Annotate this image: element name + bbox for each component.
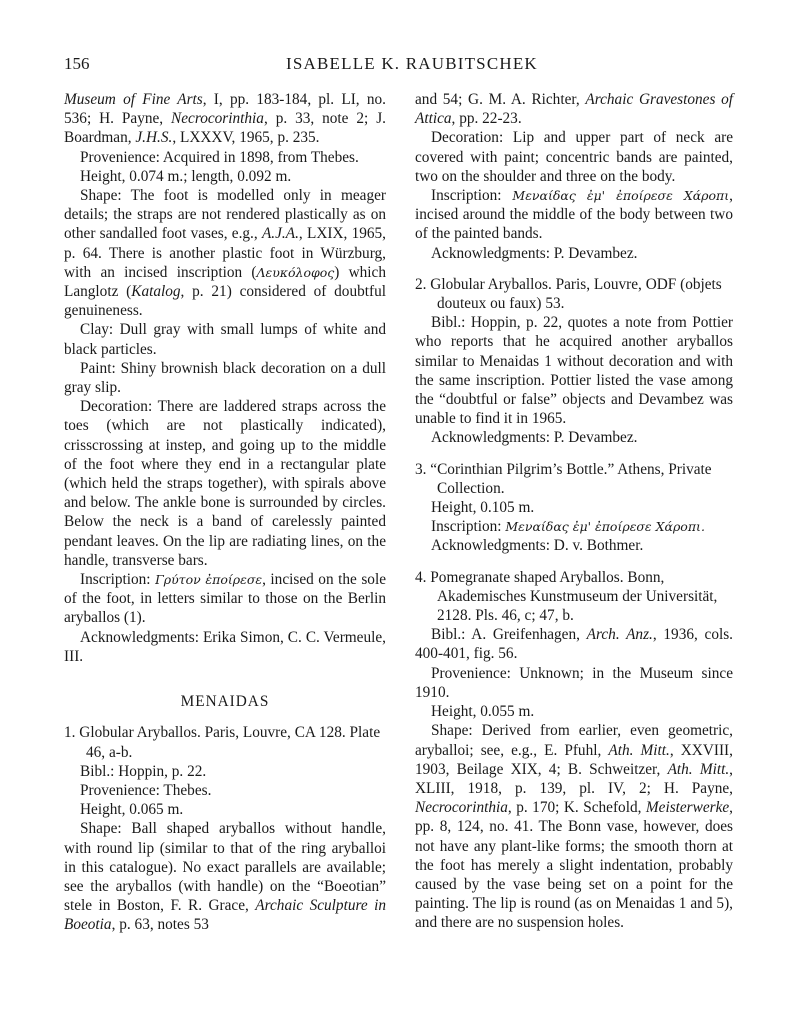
- section-heading: MENAIDAS: [180, 693, 270, 711]
- item-2-bibl: Bibl.: Hoppin, p. 22, quotes a note from Pottier who reports that he acquired another aryballos similar to Menaidas 1 without decoration and with the same inscription. Pottier listed the vase among the “doubtful or false” objects and Devambez was unable to find it in 1965.: [415, 314, 733, 428]
- decoration: Decoration: There are laddered straps across the toes (which are not plastically indicated), crisscrossing at instep, and going up to the middle of the foot where they end in a rectangular plate (which held the straps together), with spirals above and below. The ankle bone is surrounded by circles. Below the neck is a band of carelessly painted pendant leaves. On the lip are radiating lines, on the handle, transverse bars.: [64, 398, 386, 569]
- shape-paragraph: Shape: The foot is modelled only in meager details; the straps are not rendered plastically as on other sandalled foot vases, e.g., A.J.A., LXIX, 1965, p. 64. There is another plastic foot in Würzburg, with an incised inscription (Λευκόλοφος) which Langlotz (Katalog, p. 21) considered of doubtful genuineness.: [64, 187, 387, 320]
- bibliography-continuation: Museum of Fine Arts, I, pp. 183-184, pl. LI, no. 536; H. Payne, Necrocorinthia, p. 33, note 2; J. Boardman, J.H.S., LXXXV, 1965, p. 235.: [64, 91, 386, 147]
- item-4-title: 4. Pomegranate shaped Aryballos. Bonn, Akademisches Kunstmuseum der Universität, 2128. Pls. 46, c; 47, b.: [415, 568, 718, 625]
- item-1-decoration: Decoration: Lip and upper part of neck are covered with paint; concentric bands are painted, two on the shoulder and three on the body.: [415, 129, 733, 185]
- paint: Paint: Shiny brownish black decoration on a dull gray slip.: [64, 359, 386, 397]
- page-number: 156: [64, 54, 90, 73]
- item-4-height: Height, 0.055 m.: [431, 703, 535, 721]
- item-1-acknowledgments: Acknowledgments: P. Devambez.: [431, 244, 638, 262]
- item-3-height: Height, 0.105 m.: [431, 499, 535, 517]
- item-4-bibl: Bibl.: A. Greifenhagen, Arch. Anz., 1936, cols. 400-401, fig. 56.: [415, 626, 733, 663]
- item-2-title: 2. Globular Aryballos. Paris, Louvre, ODF (objets douteux ou faux) 53.: [415, 275, 722, 313]
- item-3-acknowledgments: Acknowledgments: D. v. Bothmer.: [431, 537, 644, 555]
- height: Height, 0.074 m.; length, 0.092 m.: [80, 167, 292, 185]
- provenience: Provenience: Acquired in 1898, from Thebes.: [80, 148, 359, 166]
- item-1-shape: Shape: Ball shaped aryballos without handle, with round lip (similar to that of the ring aryballoi in this catalogue). No exact parallels are available; see the aryballos (with handle) on the “Boeotian” stele in Boston, F. R. Grace, Archaic Sculpture in Boeotia, p. 63, notes 53: [64, 820, 386, 934]
- left-column: [64, 90, 386, 935]
- item-1-shape-continuation: and 54; G. M. A. Richter, Archaic Gravestones of Attica, pp. 22-23.: [415, 91, 734, 128]
- item-3-title: 3. “Corinthian Pilgrim’s Bottle.” Athens, Private Collection.: [415, 460, 712, 497]
- item-1-title: 1. Globular Aryballos. Paris, Louvre, CA 128. Plate 46, a-b.: [64, 724, 381, 761]
- acknowledgments: Acknowledgments: Erika Simon, C. C. Vermeule, III.: [64, 628, 386, 665]
- item-1-bibl: Bibl.: Hoppin, p. 22.: [80, 762, 207, 780]
- right-column: [415, 90, 733, 933]
- page-header: [64, 54, 732, 80]
- item-1-inscription: Inscription: Μεναίδας ἐμ' ἐποίρεσε Χάροπι, incised around the middle of the body between two of the painted bands.: [415, 187, 733, 243]
- item-2-acknowledgments: Acknowledgments: P. Devambez.: [431, 429, 638, 447]
- running-head: ISABELLE K. RAUBITSCHEK: [286, 54, 538, 73]
- item-1-height: Height, 0.065 m.: [80, 801, 184, 819]
- item-4-provenience: Provenience: Unknown; in the Museum since 1910.: [415, 664, 733, 701]
- clay: Clay: Dull gray with small lumps of white and black particles.: [64, 321, 386, 358]
- inscription: Inscription: Γρύτον ἐποίρεσε, incised on the sole of the foot, in letters similar to those on the Berlin aryballos (1).: [64, 571, 386, 627]
- item-1-provenience: Provenience: Thebes.: [80, 781, 212, 799]
- item-3-inscription: Inscription: Μεναίδας ἐμ' ἐποίρεσε Χάροπι.: [431, 518, 705, 536]
- item-4-shape: Shape: Derived from earlier, even geometric, aryballoi; see, e.g., E. Pfuhl, Ath. Mitt., XXVIII, 1903, Beilage XIX, 4; B. Schweitzer, Ath. Mitt., XLIII, 1918, p. 139, pl. IV, 2; H. Payne, Necrocorinthia, p. 170; K. Schefold, Meisterwerke, pp. 8, 124, no. 41. The Bonn vase, however, does not have any plant-like forms; the smooth thorn at the foot has merely a slight indentation, probably caused by the vase being set on a point for the painting. The lip is round (as on Menaidas 1 and 5), and there are no suspension holes.: [415, 722, 733, 932]
